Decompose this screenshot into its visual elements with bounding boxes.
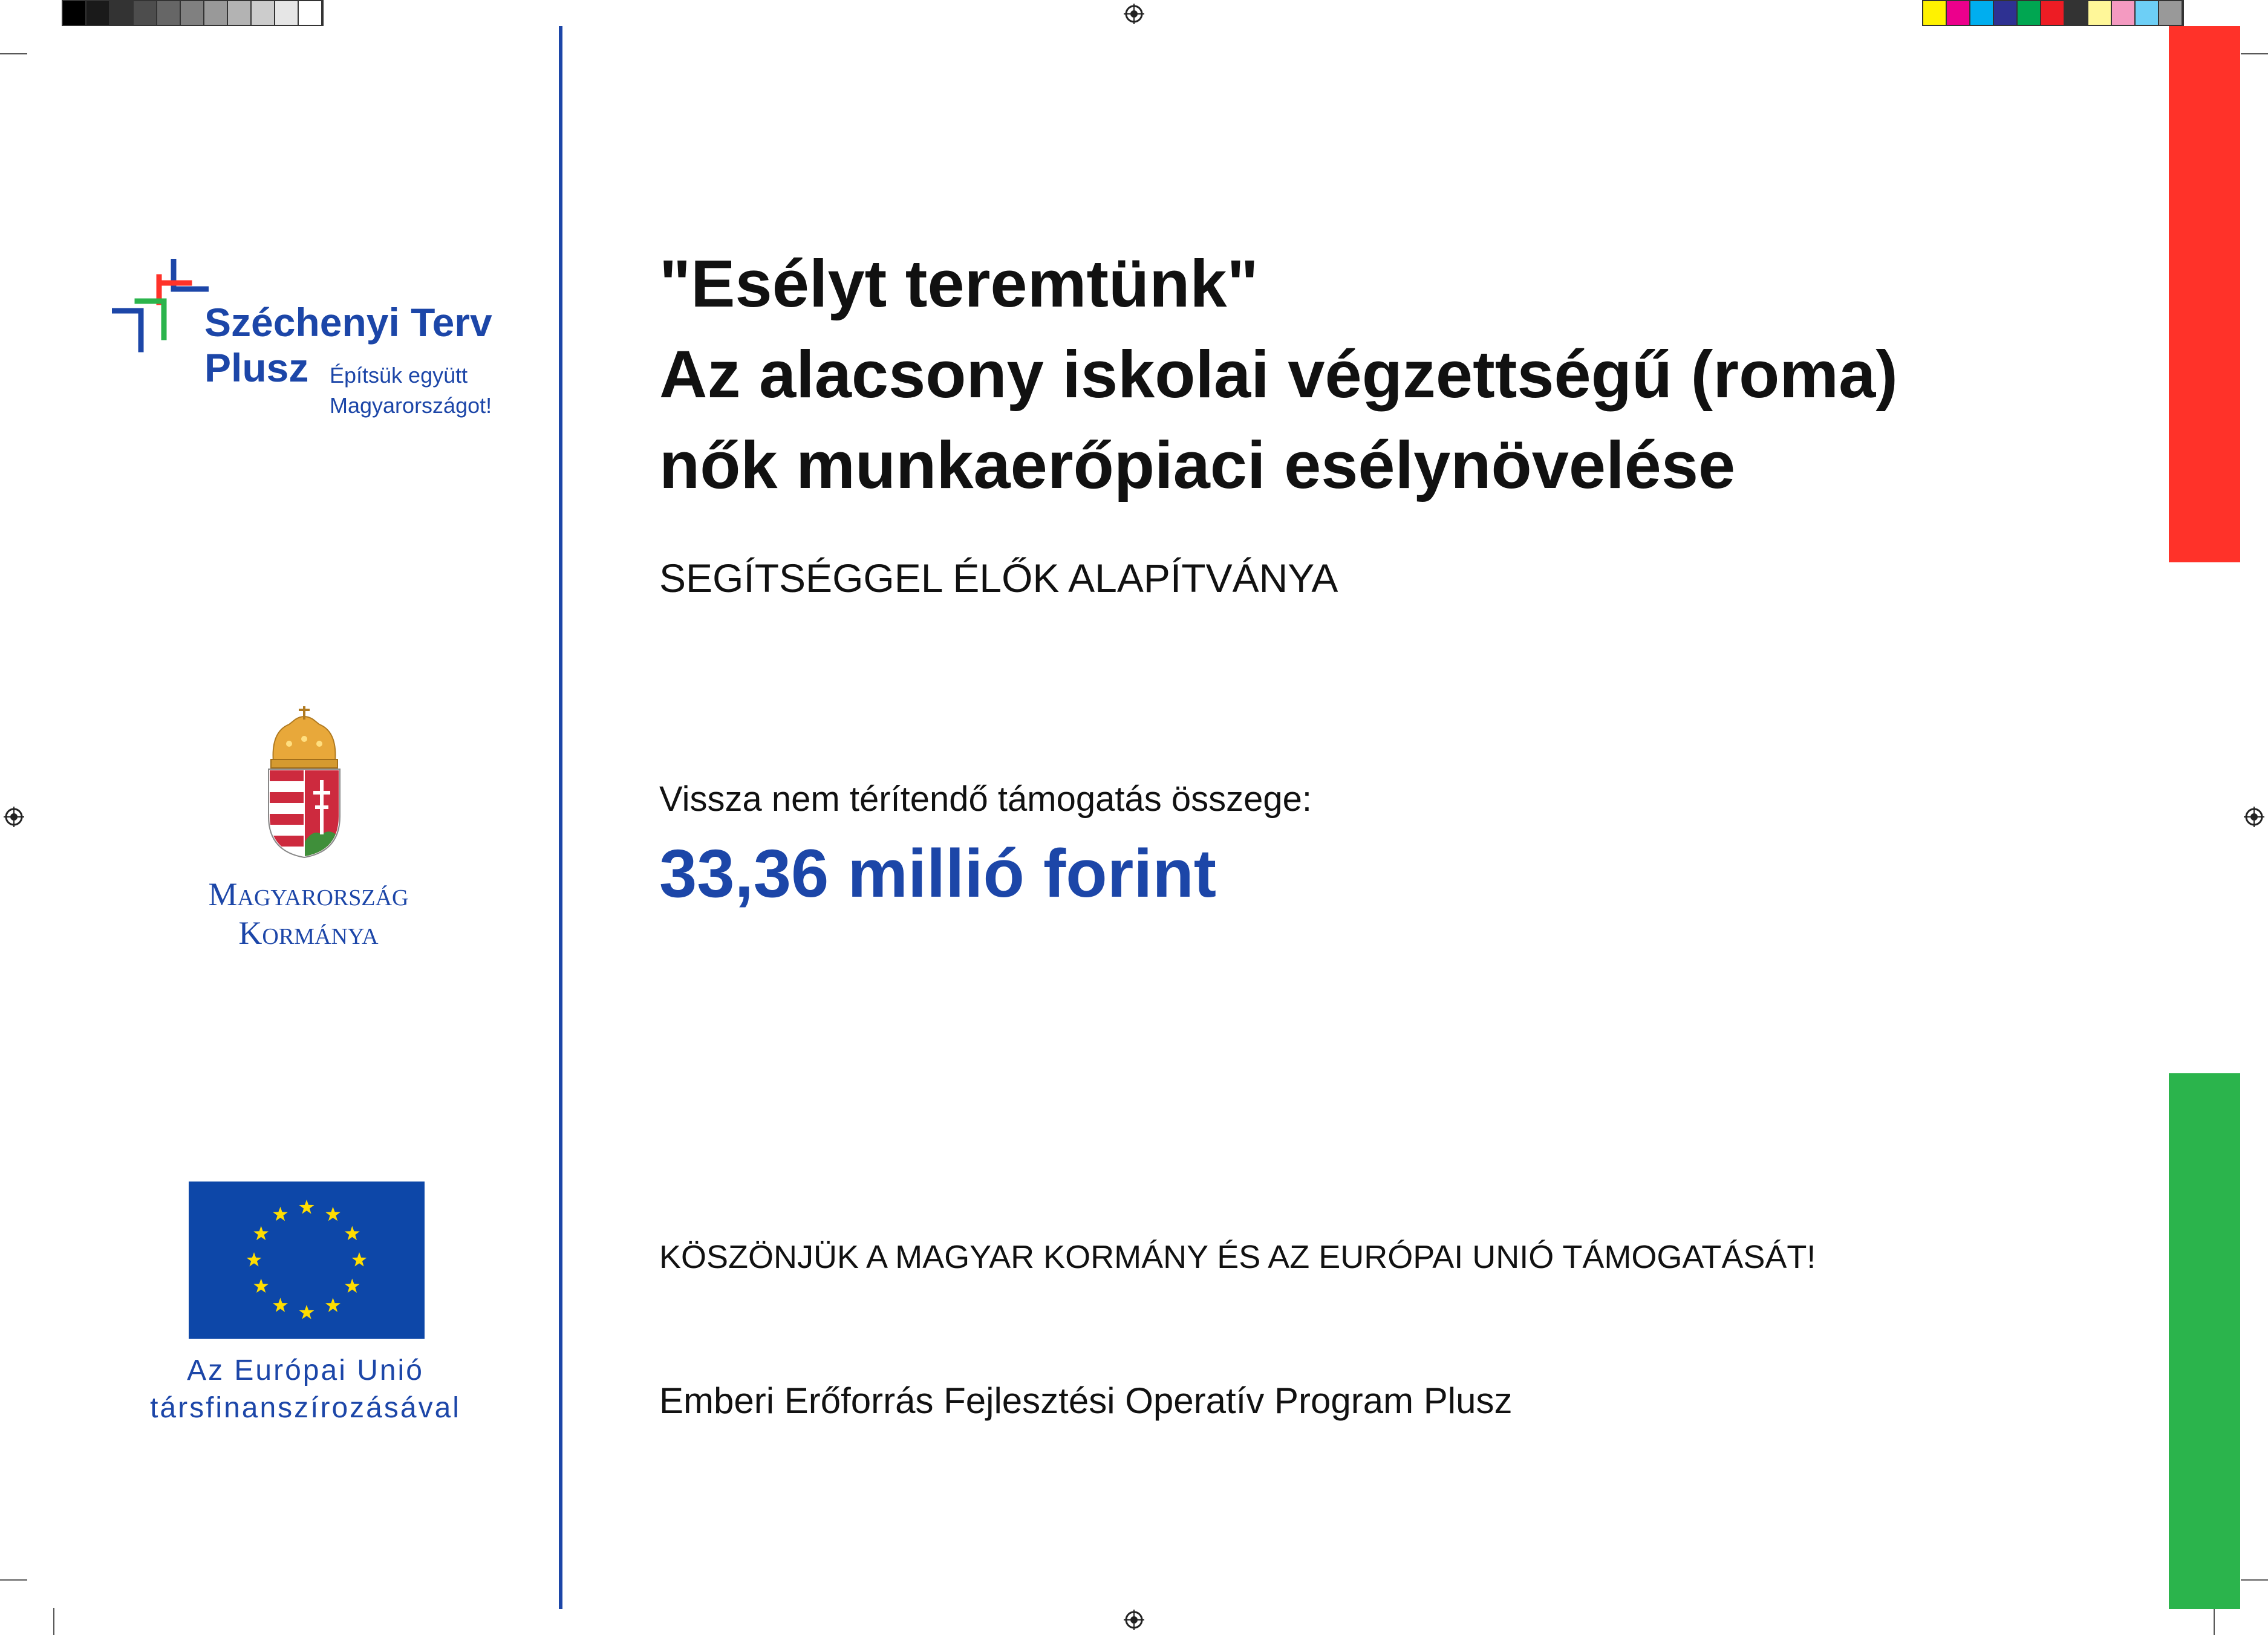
szechenyi-cross-icon <box>112 259 209 356</box>
flag-red-bar <box>2169 26 2240 562</box>
flag-green-bar <box>2169 1073 2240 1609</box>
calibration-patch <box>2112 1 2136 25</box>
calibration-patch <box>275 1 299 25</box>
szechenyi-slogan-line: Magyarországot! <box>330 393 492 418</box>
calibration-patch <box>181 1 204 25</box>
calibration-patch <box>252 1 275 25</box>
government-label <box>151 875 466 952</box>
eu-cofinancing-label <box>109 1352 502 1427</box>
eu-star <box>325 1207 341 1221</box>
registration-mark-icon <box>4 807 24 827</box>
color-calibration-strip <box>1922 0 2184 26</box>
eu-star <box>352 1252 367 1267</box>
calibration-patch <box>2136 1 2159 25</box>
beneficiary-name: SEGÍTSÉGGEL ÉLŐK ALAPÍTVÁNYA <box>659 556 1338 600</box>
government-label-line: Kormánya <box>238 915 379 951</box>
registration-mark-icon <box>1124 1610 1144 1630</box>
crop-mark <box>0 1579 27 1581</box>
calibration-patch <box>86 1 110 25</box>
eu-star <box>325 1298 341 1312</box>
crop-mark <box>0 53 27 54</box>
calibration-patch <box>2018 1 2041 25</box>
szechenyi-slogan <box>330 360 492 421</box>
eu-star <box>253 1226 269 1241</box>
project-title <box>659 239 2111 511</box>
eu-star <box>273 1298 288 1312</box>
project-title-line: Az alacsony iskolai végzettségű (roma) <box>659 337 1898 412</box>
eu-flag <box>189 1182 425 1339</box>
crop-mark <box>2241 53 2268 54</box>
eu-stars-icon <box>189 1182 425 1339</box>
eu-star <box>273 1207 288 1221</box>
program-name: Emberi Erőforrás Fejlesztési Operatív Program Plusz <box>659 1380 1513 1421</box>
calibration-patch <box>228 1 252 25</box>
szechenyi-title: Széchenyi Terv <box>204 300 492 345</box>
registration-mark-icon <box>2244 807 2264 827</box>
calibration-patch <box>110 1 134 25</box>
eu-star <box>345 1226 360 1241</box>
project-title-line: "Esélyt teremtünk" <box>659 247 1259 321</box>
szechenyi-subtitle: Plusz <box>204 345 309 390</box>
registration-mark-icon <box>1124 4 1144 24</box>
divider-line <box>559 26 562 1609</box>
calibration-patch <box>1947 1 1970 25</box>
calibration-patch <box>2088 1 2112 25</box>
grant-amount: 33,36 millió forint <box>659 836 1217 911</box>
grayscale-calibration-strip <box>62 0 324 26</box>
calibration-patch <box>1994 1 2018 25</box>
government-label-line: Magyarország <box>208 876 409 912</box>
calibration-patch <box>2041 1 2065 25</box>
crop-mark <box>2241 1579 2268 1581</box>
calibration-patch <box>204 1 228 25</box>
calibration-patch <box>157 1 181 25</box>
calibration-patch <box>2065 1 2088 25</box>
calibration-patch <box>2159 1 2183 25</box>
thanks-message: KÖSZÖNJÜK A MAGYAR KORMÁNY ÉS AZ EURÓPAI UNIÓ TÁMOGATÁSÁT! <box>659 1239 1816 1275</box>
szechenyi-slogan-line: Építsük együtt <box>330 363 468 388</box>
grant-label: Vissza nem térítendő támogatás összege: <box>659 779 1312 819</box>
eu-star <box>299 1200 314 1214</box>
eu-label-line: Az Európai Unió <box>187 1354 424 1386</box>
calibration-patch <box>63 1 86 25</box>
eu-star <box>299 1305 314 1319</box>
eu-star <box>247 1252 262 1267</box>
calibration-patch <box>1970 1 1994 25</box>
calibration-patch <box>134 1 157 25</box>
crop-mark <box>2214 1608 2215 1635</box>
coat-of-arms-icon <box>265 701 344 860</box>
eu-star <box>345 1279 360 1293</box>
eu-label-line: társfinanszírozásával <box>150 1392 461 1424</box>
project-title-line: nők munkaerőpiaci esélynövelése <box>659 428 1736 502</box>
calibration-patch <box>299 1 322 25</box>
eu-star <box>253 1279 269 1293</box>
crop-mark <box>53 1608 54 1635</box>
calibration-patch <box>1923 1 1947 25</box>
